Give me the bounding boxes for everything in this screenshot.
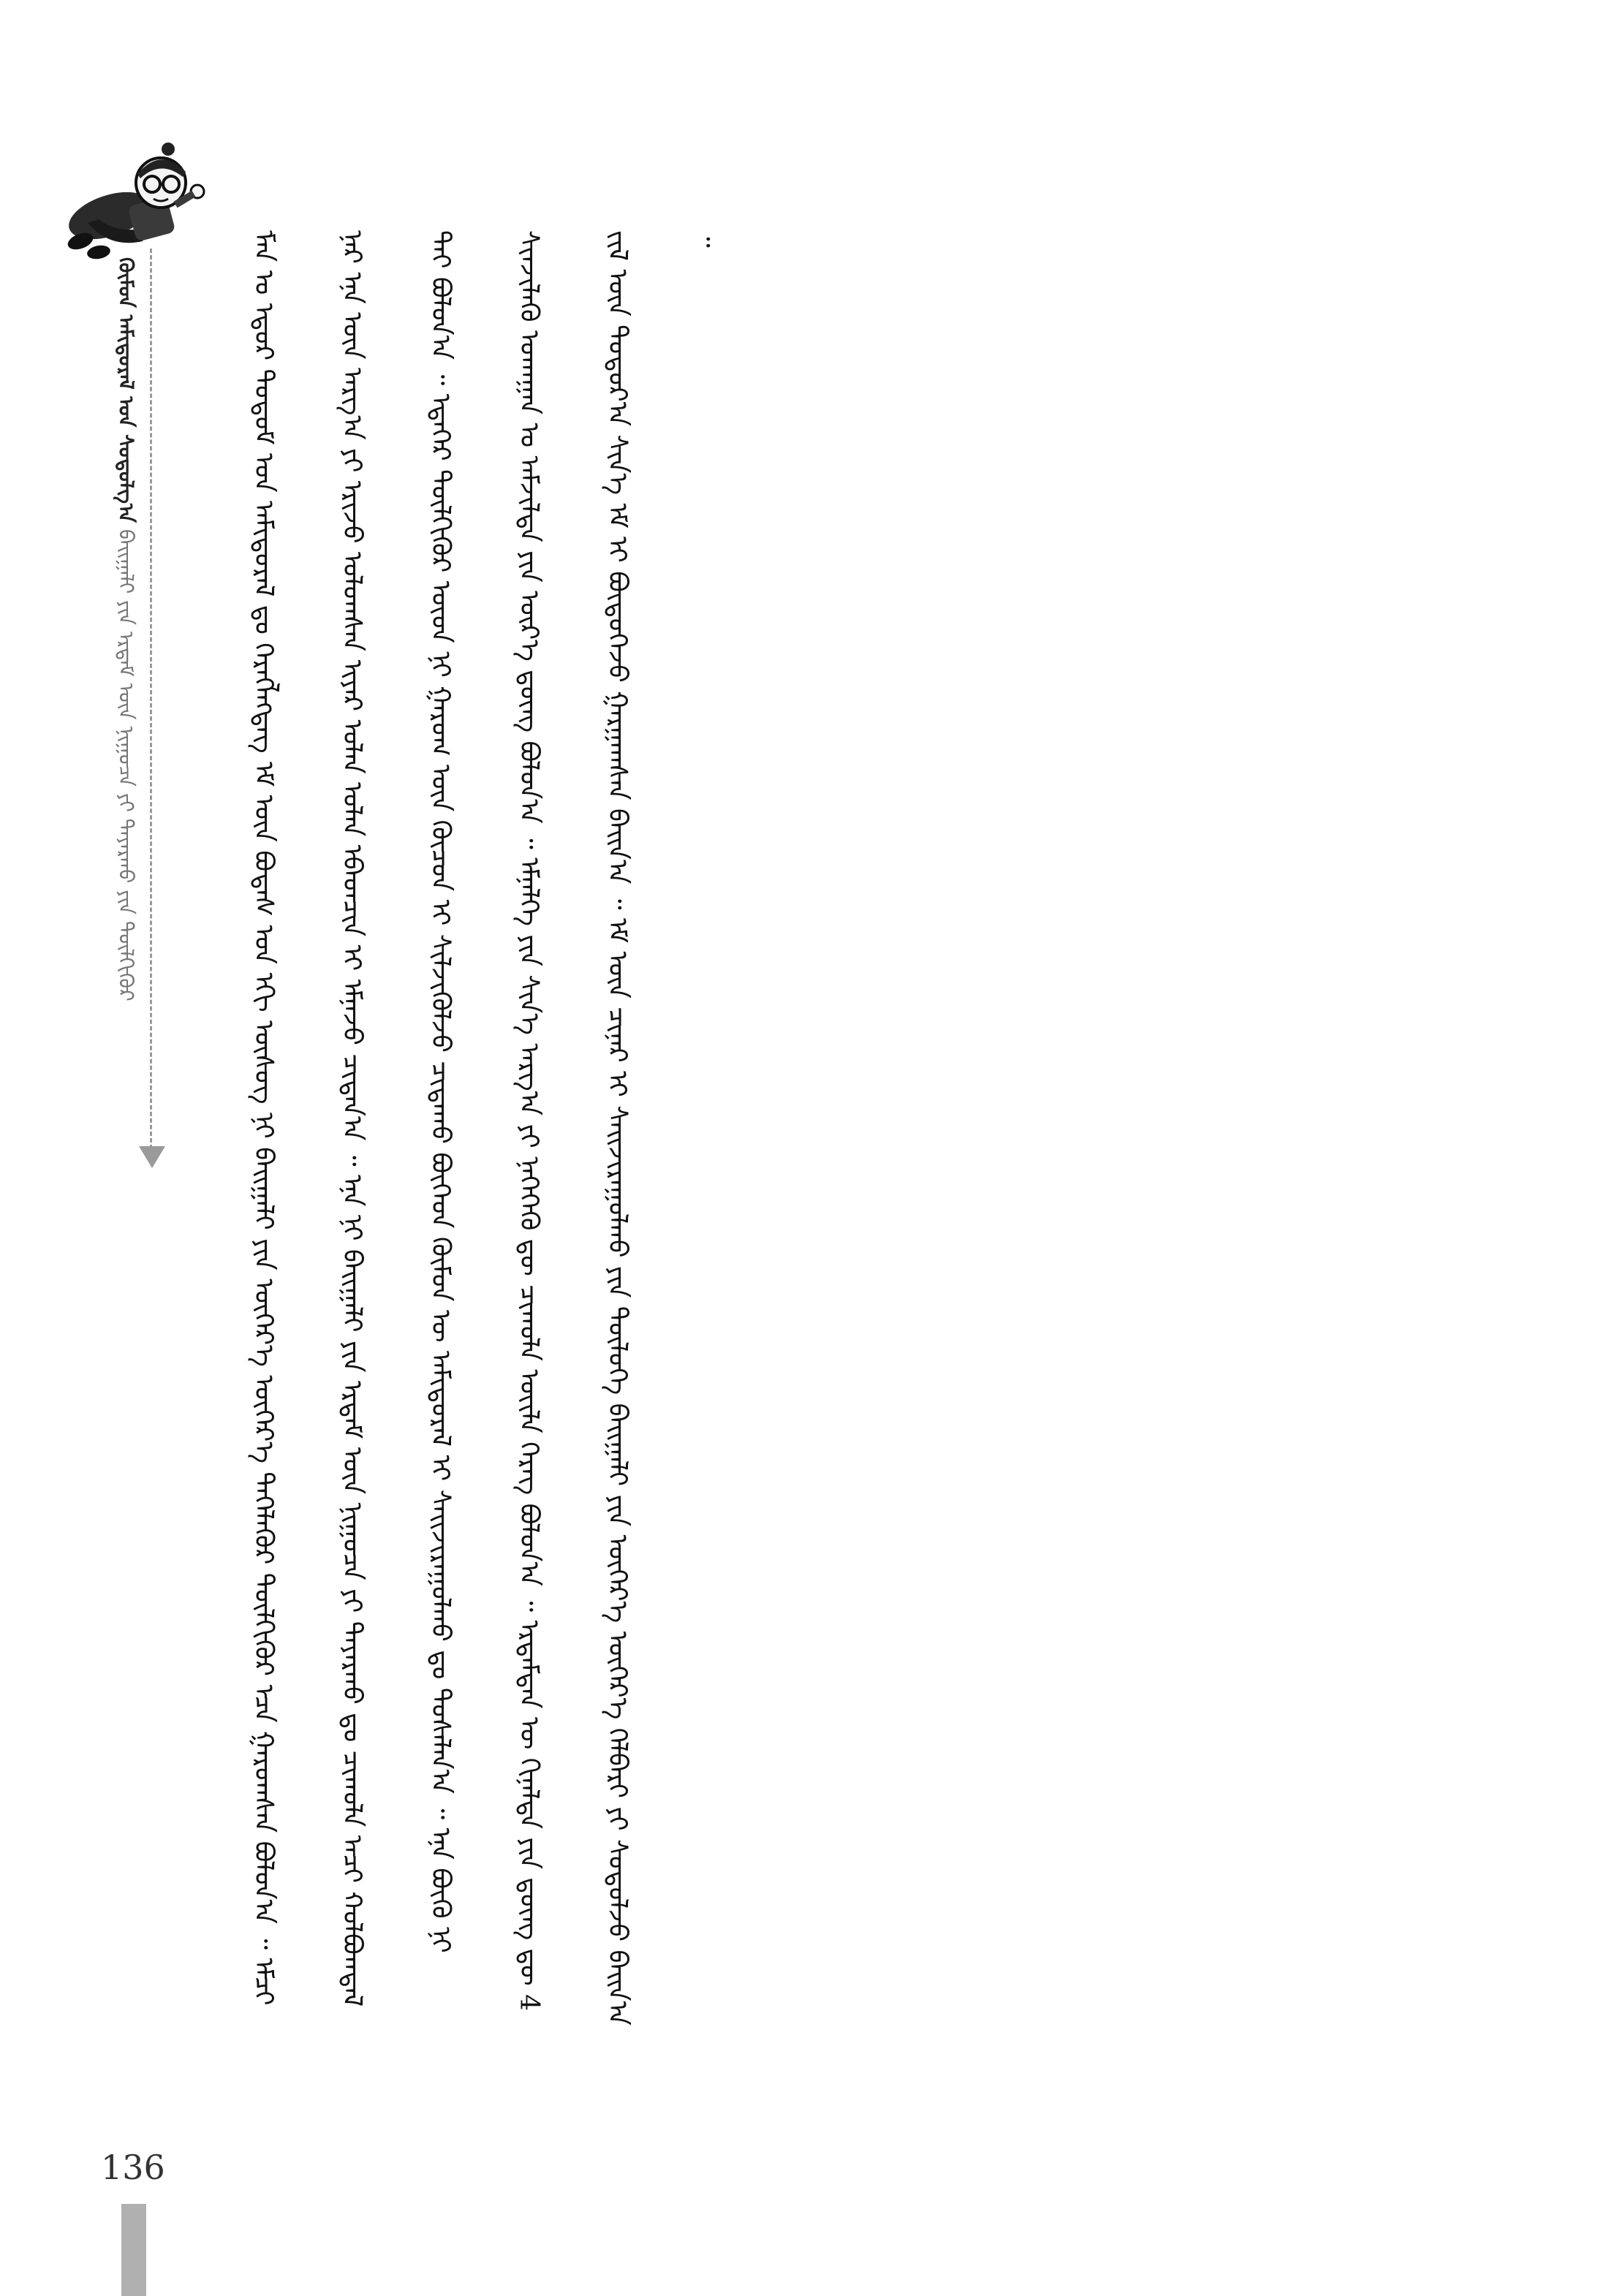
body-text: [219, 230, 1316, 2028]
header-divider: [150, 249, 152, 1162]
page-number: 136: [101, 2148, 165, 2187]
triangle-marker-icon: [139, 1146, 165, 1168]
header-title-bold: ᠬᠦᠮᠦᠨ ᠠᠮᠢᠳᠤᠷᠠᠯ ᠤᠨ ᠰᠤᠳᠤᠯᠭ᠎ᠠ: [114, 257, 138, 523]
body-paragraph: ᠮᠠᠨ ᠤ ᠡᠳᠦᠷ ᠲᠤᠲᠤᠮ ᠤᠨ ᠠᠮᠢᠳᠤᠷᠠᠯ ᠳᠤ ᠬᠡᠷᠡᠭᠯᠡᠭᠳᠡᠭ ᠡᠮ ᠦᠨ ᠪᠣᠳᠠᠰ ᠤᠨ ᠡᠬᠢ ᠦᠰᠦᠭ ᠨᠢ ᠪᠠᠢᠭᠠᠯᠢ ᠶᠢᠨ ᠦᠭᠡᠷ᠎ᠡ ᠦᠭᠡᠷ᠎ᠡ ᠲᠡᠭᠡᠯᠡᠭᠦᠷ ᠲᠦᠯᠬᠢᠭᠦᠷ ᠡᠴᠡ ᠭᠠᠷᠤᠭᠰᠠᠨ ᠪᠣᠯᠤᠨ᠎ᠠ ᠃ ᠡᠮᠴᠢ ᠨᠠᠷ ᠡᠨᠡ ᠦᠨ ᠠᠷᠭ᠎ᠠ ᠶᠢ ᠡᠷᠢᠵᠦ ᠣᠯᠤᠭᠰᠠᠨ ᠢᠶᠡᠷ ᠣᠯᠠᠨ ᠣᠯᠠᠨ ᠡᠪᠡᠳᠴᠢᠨ ᠢ ᠡᠮᠨᠡᠵᠦ ᠴᠢᠳᠠᠨ᠎ᠠ ᠃ ᠡᠨᠡ ᠨᠢ ᠪᠠᠢᠭᠠᠯᠢ ᠶᠢᠨ ᠡᠷᠳᠡᠮ ᠦᠨ ᠨᠢᠭᠤᠴᠠ ᠶᠢ ᠳᠠᠶᠠᠷᠬᠤ ᠳᠤ ᠴᠢᠬᠤᠯᠠ ᠠᠴᠢ ᠬᠣᠯᠪᠣᠭᠳᠠᠯ ᠲᠠᠢ ᠪᠣᠯᠤᠨ᠎ᠠ ᠃ ᠡᠳᠡᠭᠡᠷ ᠲᠦᠯᠬᠢᠭᠦᠷ ᠦᠳ ᠨᠢ ᠭᠠᠷᠤᠭ ᠦᠨ ᠬᠦᠴᠦᠨ ᠢ ᠰᠢᠯᠵᠢᠭᠦᠯᠵᠦ ᠴᠢᠳᠠᠬᠤ ᠪᠥᠭᠡᠳ ᠬᠦᠮᠦᠨ ᠦ ᠠᠮᠢᠳᠤᠷᠠᠯ ᠢ ᠰᠠᠢᠵᠢᠷᠠᠭᠤᠯᠬᠤ ᠳᠤ ᠲᠤᠰᠠᠯᠠᠨ᠎ᠠ ᠃ ᠡᠨᠡ ᠪᠦᠬᠦ ᠨᠢ ᠰᠢᠨᠵᠢᠯᠡᠬᠦ ᠤᠬᠠᠭᠠᠨ ᠤ ᠠᠮᠵᠢᠯᠲᠠ ᠶᠢᠨ ᠦᠷ᠎ᠡ ᠳ᠋ᠦᠩ ᠪᠣᠯᠤᠨ᠎ᠠ ᠃ ᠡᠮᠨᠡᠯᠭᠡ ᠶᠢᠨ ᠰᠢᠨ᠎ᠡ ᠠᠷᠭ᠎ᠠ ᠶᠢ ᠨᠡᠭᠡᠭᠡᠬᠦ ᠳᠦ ᠴᠢᠬᠤᠯᠠ ᠦᠢᠯᠡ ᠬᠡᠷᠡᠭ ᠪᠣᠯᠤᠨ᠎ᠠ ᠃ ᠡᠷᠳᠡᠮᠲᠡᠨ ᠦ ᠬᠢᠨᠠᠯᠲᠠ ᠶᠢᠨ ᠳ᠋ᠦᠩ ᠳᠦ 4 ᠵᠢᠯ ᠦᠨ ᠳᠣᠲᠣᠷ᠎ᠠ ᠰᠢᠨ᠎ᠡ ᠡᠮ ᠢ ᠪᠦᠲᠦᠭᠡᠵᠦ ᠭᠠᠷᠭᠠᠭᠰᠠᠨ ᠪᠠᠢᠨ᠎ᠠ ᠃ ᠡᠮ ᠦᠨ ᠴᠢᠨᠠᠷ ᠢ ᠰᠠᠢᠵᠢᠷᠠᠭᠤᠯᠬᠤ ᠶᠢᠨ ᠲᠥᠯᠦᠭᠡ ᠪᠠᠢᠭᠠᠯᠢ ᠶᠢᠨ ᠦᠭᠡᠷ᠎ᠡ ᠦᠭᠡᠷ᠎ᠡ ᠬᠡᠯᠪᠡᠷᠢ ᠶᠢ ᠰᠤᠳᠤᠯᠵᠤ ᠪᠠᠢᠨ᠎ᠠ ᠃: [249, 230, 721, 2026]
flying-boy-illustration: [58, 132, 227, 270]
running-header: [108, 257, 143, 1061]
header-title-rest: ᠪᠠᠢᠭᠠᠯᠢ ᠶᠢᠨ ᠡᠷᠳᠡᠮ ᠦᠨ ᠨᠢᠭᠤᠴᠠ ᠶᠢ ᠳᠠᠶᠠᠷᠬᠤ ᠶᠢᠨ ᠲᠦᠯᠬᠢᠭᠦᠷ: [114, 528, 138, 1001]
bottom-edge-bar: [121, 2204, 146, 2296]
